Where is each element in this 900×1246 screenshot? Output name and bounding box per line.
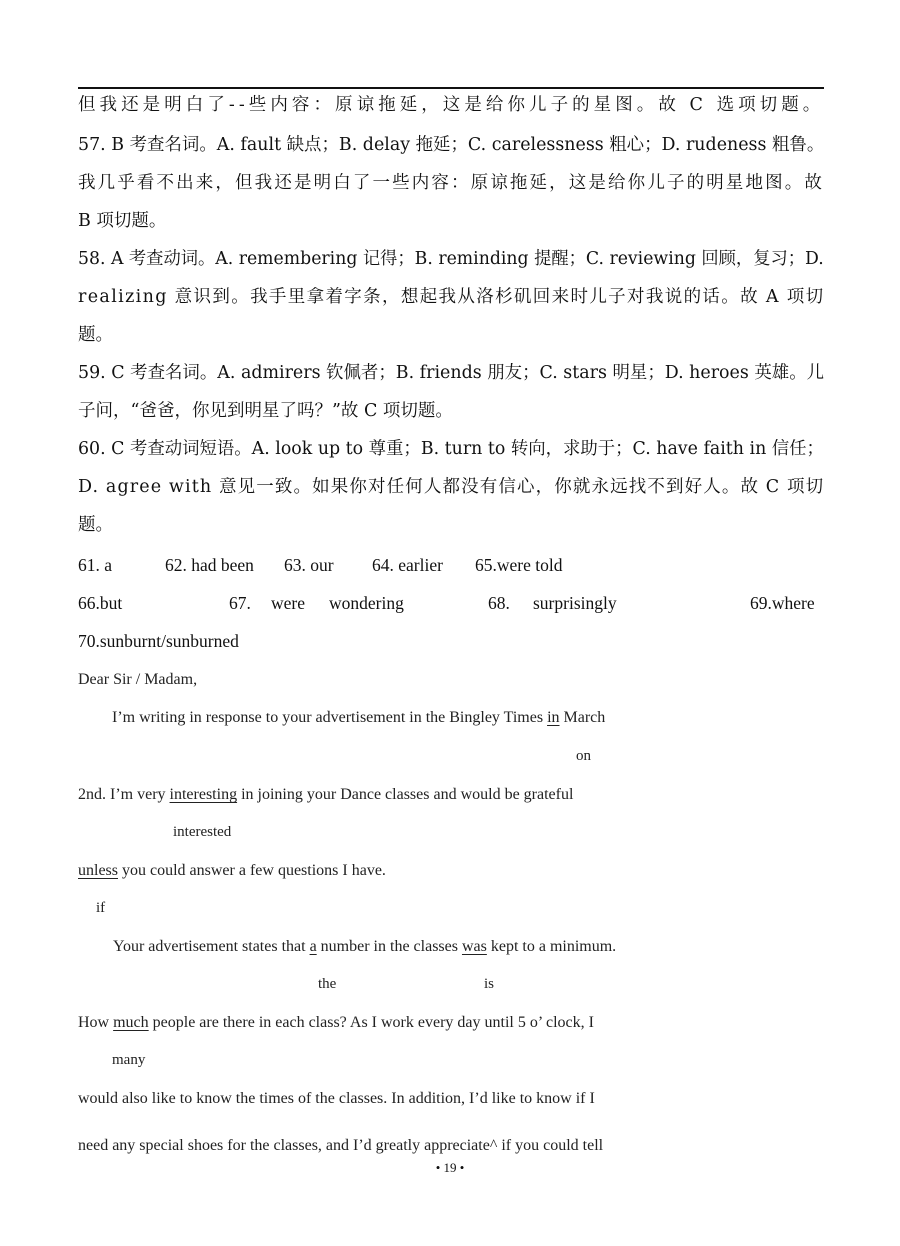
error-word: in [547,709,560,726]
letter-line-2: 2nd. I’m very interesting in joining your Dance classes and would be grateful [78,786,574,803]
explanation-line: 57. B 考查名词。A. fault 缺点；B. delay 拖延；C. carelessness 粗心；D. rudeness 粗鲁。 [78,135,825,155]
error-word: was [461,938,487,955]
answer-67-word2: wondering [329,593,404,613]
correction-is: is [484,976,495,992]
explanation-line: 题。 [78,515,113,535]
explanation-line: 我几乎看不出来，但我还是明白了一些内容：原谅拖延，这是给你儿子的明星地图。故 [78,173,824,193]
answer-66: 66.but [78,593,123,613]
explanation-line: D. agree with 意见一致。如果你对任何人都没有信心，你就永远找不到好人。故 C 项切 [78,477,825,497]
page-number: • 19 • [435,1160,465,1175]
letter-line-1: I’m writing in response to your advertisement in the Bingley Times in March [112,709,606,726]
answer-64: 64. earlier [372,555,443,575]
answer-62: 62. had been [165,555,254,575]
answer-67-num: 67. [229,593,251,613]
correction-the: the [318,976,337,992]
letter-line-7: need any special shoes for the classes, and I’d greatly appreciate^ if you could tell [78,1137,604,1154]
answer-65: 65.were told [475,555,563,575]
letter-line-4: Your advertisement states that a number in the classes was kept to a minimum. [113,938,617,955]
answer-67-word1: were [271,593,306,613]
explanation-line: 但我还是明白了--些内容：原谅拖延，这是给你儿子的星图。故 C 选项切题。 [78,95,825,115]
header-rule [78,87,824,89]
answer-61: 61. a [78,555,113,575]
answer-68-word: surprisingly [533,593,617,613]
answer-63: 63. our [284,555,334,575]
letter-line-6: would also like to know the times of the classes. In addition, I’d like to know if I [78,1090,595,1107]
explanation-line: B 项切题。 [78,211,167,231]
letter-line-3: unless you could answer a few questions I have. [78,862,386,879]
explanation-line: realizing 意识到。我手里拿着字条，想起我从洛杉矶回来时儿子对我说的话。故 A 项切 [78,287,825,307]
error-word: much [113,1014,149,1031]
explanation-line: 60. C 考查动词短语。A. look up to 尊重；B. turn to 转向，求助于；C. have faith in 信任； [78,439,824,459]
error-word: interesting [169,786,238,803]
error-word: a [309,938,317,955]
correction-many: many [112,1052,146,1068]
answer-68-num: 68. [488,593,510,613]
correction-on: on [576,748,591,764]
error-word: unless [78,862,118,879]
correction-if: if [96,900,106,916]
correction-interested: interested [173,824,232,840]
explanation-line: 题。 [78,325,113,345]
letter-line-5: How much people are there in each class? As I work every day until 5 o’ clock, I [78,1014,594,1031]
explanation-line: 子问，“爸爸，你见到明星了吗？”故 C 项切题。 [78,401,453,421]
answer-69: 69.where [750,593,815,613]
letter-greeting: Dear Sir / Madam, [78,671,198,688]
explanation-line: 59. C 考查名词。A. admirers 钦佩者；B. friends 朋友；C. stars 明星；D. heroes 英雄。儿 [78,363,825,383]
answer-70: 70.sunburnt/sunburned [78,631,239,651]
explanation-line: 58. A 考查动词。A. remembering 记得；B. reminding 提醒；C. reviewing 回顾，复习；D. [78,249,824,269]
